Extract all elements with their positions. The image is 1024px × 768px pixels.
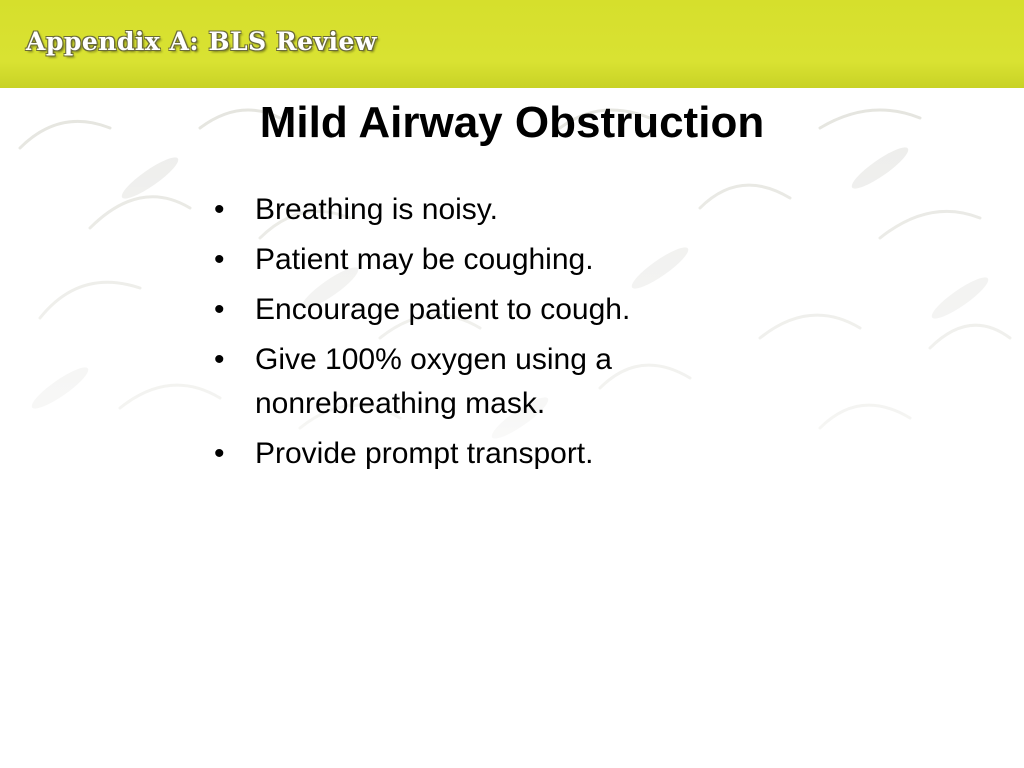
bullet-text: Encourage patient to cough. [255,293,631,326]
slide-title: Mild Airway Obstruction [259,98,765,147]
bullet-item [214,432,774,476]
header-title: Appendix A: BLS Review [26,27,377,56]
bullet-text: Patient may be coughing. [255,243,594,276]
bullet-item [214,238,774,282]
bullet-list [214,188,774,482]
bullet-text: Give 100% oxygen using a nonrebreathing mask. [255,343,612,420]
header-band [0,0,1024,88]
bullet-item [214,188,774,232]
bullet-item [214,338,774,426]
bullet-dot-icon: • [214,343,225,376]
bullet-dot-icon: • [214,293,225,326]
bullet-item [214,288,774,332]
bullet-dot-icon: • [214,193,225,226]
bullet-dot-icon: • [214,243,225,276]
bullet-text: Provide prompt transport. [255,437,594,470]
bullet-dot-icon: • [214,437,225,470]
bullet-text: Breathing is noisy. [255,193,498,226]
